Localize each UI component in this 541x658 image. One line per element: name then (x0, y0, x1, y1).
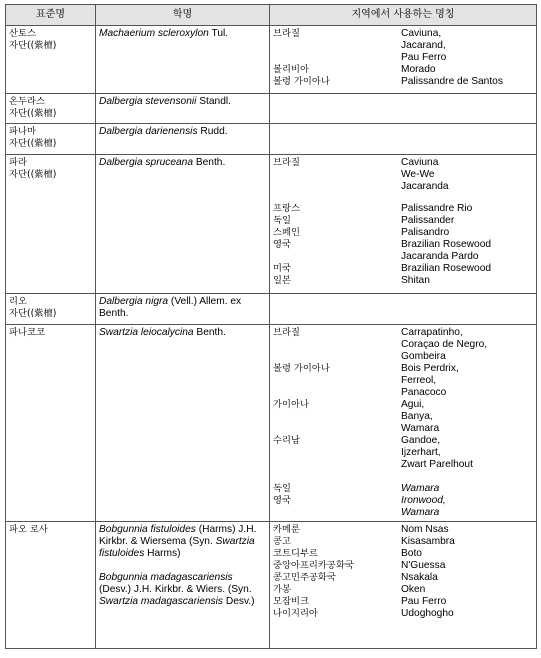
scientific-name-entry (99, 296, 266, 320)
country-list (273, 327, 401, 363)
local-name-list (401, 363, 533, 399)
standard-name-line: 파라 (9, 157, 27, 168)
region-group (273, 203, 533, 263)
country-name: 가이아나 (273, 399, 309, 410)
header-regional-names: 지역에서 사용하는 명칭 (270, 5, 537, 26)
header-scientific-name: 학명 (96, 5, 270, 26)
scientific-name-italic: Bobgunnia fistuloides (99, 524, 196, 535)
regional-names-cell (270, 124, 537, 155)
local-name: Brazilian Rosewood (401, 239, 492, 250)
scientific-name-entry (99, 96, 266, 108)
country-name: 브라질 (273, 157, 300, 168)
region-group (273, 435, 533, 471)
country-list (273, 435, 401, 471)
table-row (6, 26, 537, 94)
local-name: We-We (401, 169, 435, 180)
local-name: Gandoe, (401, 435, 441, 446)
standard-name-line: 자단((紫檀) (9, 40, 57, 51)
scientific-name-italic: Dalbergia nigra (99, 296, 169, 307)
scientific-name-author: Benth. (193, 327, 226, 338)
table-row (6, 124, 537, 155)
region-group (273, 327, 533, 363)
local-name-list (401, 263, 533, 287)
regional-names-cell (270, 522, 537, 649)
country-list (273, 64, 401, 88)
scientific-name-author: Rudd. (197, 126, 228, 137)
local-name: Wamara (401, 483, 440, 494)
country-name: 스페인 (273, 227, 300, 238)
country-name: 수리남 (273, 435, 300, 446)
local-name: Agui, (401, 399, 425, 410)
local-name: Pau Ferro (401, 596, 447, 607)
local-name: Jacaranda Pardo (401, 251, 479, 262)
local-name: Wamara (401, 507, 440, 518)
local-name: Banya, (401, 411, 433, 422)
local-name: Wamara (401, 423, 440, 434)
country-list (273, 203, 401, 263)
scientific-name-author: Standl. (196, 96, 231, 107)
standard-name-cell (6, 124, 96, 155)
country-name: 콩고민주공화국 (273, 572, 336, 583)
local-name: Boto (401, 548, 422, 559)
scientific-name-entry (99, 572, 266, 608)
region-group (273, 263, 533, 287)
scientific-name-italic: Dalbergia darienensis (99, 126, 198, 137)
country-list (273, 157, 401, 193)
country-name: 브라질 (273, 28, 300, 39)
table-row (6, 325, 537, 522)
synonym-author: Harms) (144, 548, 181, 559)
regional-names-cell (270, 26, 537, 94)
scientific-name-entry (99, 126, 266, 138)
region-group (273, 64, 533, 88)
country-name: 모잠비크 (273, 596, 309, 607)
region-group (273, 399, 533, 435)
country-name: 프랑스 (273, 203, 300, 214)
standard-name-cell (6, 325, 96, 522)
region-group (273, 363, 533, 399)
table-row (6, 94, 537, 124)
scientific-name-entry (99, 524, 266, 560)
scientific-name-cell (96, 522, 270, 649)
local-name: Palissander (401, 215, 455, 226)
region-group (273, 483, 533, 519)
local-name: Jacaranda (401, 181, 449, 192)
local-name: Palissandre de Santos (401, 76, 503, 87)
scientific-name-italic: Machaerium scleroxylon (99, 28, 209, 39)
country-name: 콩고 (273, 536, 291, 547)
country-name: 볼령 가이아나 (273, 76, 330, 87)
standard-name-cell (6, 294, 96, 325)
country-list (273, 524, 401, 620)
standard-name-cell (6, 155, 96, 294)
country-name: 카메룬 (273, 524, 300, 535)
standard-name-line: 온두라스 (9, 96, 45, 107)
table-body (6, 26, 537, 649)
table-row (6, 522, 537, 649)
local-name-list (401, 203, 533, 263)
scientific-name-cell (96, 26, 270, 94)
standard-name-line: 자단((紫檀) (9, 308, 57, 319)
standard-name-line: 파오 로사 (9, 524, 48, 535)
local-name-list (401, 483, 533, 519)
scientific-name-cell (96, 94, 270, 124)
standard-name-line: 산토스 (9, 28, 36, 39)
local-name-list (401, 64, 533, 88)
standard-name-line: 자단((紫檀) (9, 138, 57, 149)
scientific-name-cell (96, 155, 270, 294)
scientific-name-entry (99, 157, 266, 169)
scientific-name-cell (96, 325, 270, 522)
standard-name-line: 파나코코 (9, 327, 45, 338)
synonym-italic: Swartzia madagascariensis (99, 596, 224, 607)
table-row (6, 294, 537, 325)
local-name: Zwart Parelhout (401, 459, 473, 470)
country-name: 중앙아프리카공화국 (273, 560, 354, 571)
table-row (6, 155, 537, 294)
local-name: Gombeira (401, 351, 446, 362)
local-name: Jacarand, (401, 40, 446, 51)
regional-names-cell (270, 155, 537, 294)
local-name: Shitan (401, 275, 430, 286)
local-name: N'Guessa (401, 560, 446, 571)
local-name: Caviuna (401, 157, 439, 168)
country-list (273, 399, 401, 435)
country-name: 일본 (273, 275, 291, 286)
country-name: 가봉 (273, 584, 291, 595)
local-name: Oken (401, 584, 426, 595)
local-name: Nom Nsas (401, 524, 449, 535)
local-name: Palissandre Rio (401, 203, 473, 214)
country-name: 미국 (273, 263, 291, 274)
local-name: Brazilian Rosewood (401, 263, 492, 274)
synonym-italic: Swartzia fistuloides (99, 536, 255, 559)
standard-name-line: 파나마 (9, 126, 36, 137)
local-name-list (401, 399, 533, 435)
local-name-list (401, 435, 533, 471)
scientific-name-entry (99, 28, 266, 40)
local-name: Morado (401, 64, 436, 75)
country-name: 볼리비아 (273, 64, 309, 75)
country-name: 독일 (273, 215, 291, 226)
standard-name-cell (6, 26, 96, 94)
country-list (273, 28, 401, 64)
standard-name-line: 자단((紫檀) (9, 169, 57, 180)
local-name-list (401, 157, 533, 193)
scientific-name-author: Tul. (208, 28, 229, 39)
local-name: Udoghogho (401, 608, 454, 619)
local-name: Ironwood, (401, 495, 446, 506)
synonym-author: Desv.) (223, 596, 255, 607)
scientific-name-author: (Vell.) Allem. ex Benth. (99, 296, 242, 319)
local-name: Bois Perdrix, (401, 363, 459, 374)
local-name: Palisandro (401, 227, 450, 238)
scientific-name-cell (96, 294, 270, 325)
scientific-name-author: (Desv.) J.H. Kirkbr. & Wiers. (Syn. (99, 584, 252, 595)
country-name: 브라질 (273, 327, 300, 338)
local-name-list (401, 28, 533, 64)
local-name-list (401, 524, 533, 620)
scientific-name-italic: Swartzia leiocalycina (99, 327, 194, 338)
header-row (6, 5, 537, 26)
region-group (273, 28, 533, 64)
scientific-name-author: (Harms) J.H. Kirkbr. & Wiersema (Syn. (99, 524, 257, 547)
country-list (273, 363, 401, 399)
country-name: 볼령 가이아나 (273, 363, 330, 374)
scientific-name-author: Benth. (193, 157, 226, 168)
country-name: 영국 (273, 239, 291, 250)
country-name: 코트디부르 (273, 548, 318, 559)
regional-names-cell (270, 325, 537, 522)
standard-name-cell (6, 522, 96, 649)
local-name: Coraçao de Negro, (401, 339, 488, 350)
local-name: Pau Ferro (401, 52, 447, 63)
region-group (273, 524, 533, 620)
local-name: Carrapatinho, (401, 327, 463, 338)
scientific-name-italic: Bobgunnia madagascariensis (99, 572, 233, 583)
scientific-name-cell (96, 124, 270, 155)
country-name: 영국 (273, 495, 291, 506)
local-name-list (401, 327, 533, 363)
regional-names-cell (270, 94, 537, 124)
country-name: 독일 (273, 483, 291, 494)
country-list (273, 483, 401, 519)
local-name: Ferreol, (401, 375, 437, 386)
region-group (273, 157, 533, 193)
local-name: Panacoco (401, 387, 447, 398)
local-name: Caviuna, (401, 28, 442, 39)
local-name: Ijzerhart, (401, 447, 441, 458)
header-standard-name: 표준명 (6, 5, 96, 26)
regional-names-cell (270, 294, 537, 325)
standard-name-cell (6, 94, 96, 124)
species-table (5, 4, 537, 649)
scientific-name-entry (99, 327, 266, 339)
country-name: 나이지리아 (273, 608, 318, 619)
standard-name-line: 자단((紫檀) (9, 108, 57, 119)
scientific-name-italic: Dalbergia spruceana (99, 157, 194, 168)
local-name: Kisasambra (401, 536, 455, 547)
local-name: Nsakala (401, 572, 438, 583)
scientific-name-italic: Dalbergia stevensonii (99, 96, 197, 107)
standard-name-line: 리오 (9, 296, 27, 307)
country-list (273, 263, 401, 287)
